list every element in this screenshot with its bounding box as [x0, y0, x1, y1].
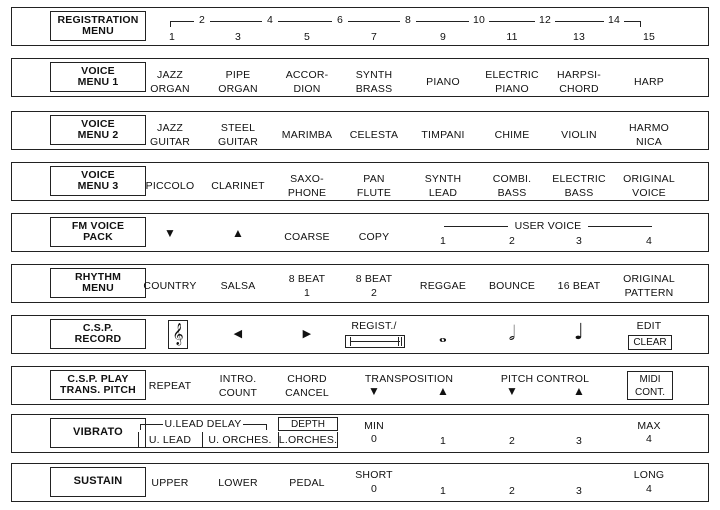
pitch-down-icon[interactable]: ▼	[505, 384, 519, 398]
vibrato-row	[11, 414, 709, 453]
voice-menu-3-row	[11, 162, 709, 201]
voice-item[interactable]: HARMO NICA	[628, 122, 670, 148]
registration-number[interactable]: 14	[604, 13, 624, 27]
voice-item[interactable]: PICCOLO	[145, 180, 195, 192]
right-arrow-icon[interactable]: ▶	[302, 328, 312, 340]
rhythm-item[interactable]: 8 BEAT 2	[355, 273, 393, 299]
sustain-number[interactable]: 4	[645, 483, 653, 495]
copy-button[interactable]: COPY	[358, 231, 390, 243]
sustain-number[interactable]: 3	[575, 485, 583, 497]
voice-item[interactable]: JAZZ GUITAR	[149, 122, 191, 148]
registration-number[interactable]: 12	[535, 13, 555, 27]
vibrato-number[interactable]: 3	[575, 435, 583, 447]
sustain-number[interactable]: 1	[439, 485, 447, 497]
voice-item[interactable]: CELESTA	[349, 129, 399, 141]
registration-number[interactable]: 4	[262, 13, 278, 27]
registration-number[interactable]: 7	[370, 31, 378, 43]
voice-item[interactable]: JAZZ ORGAN	[150, 69, 190, 95]
chord-cancel-button[interactable]: CHORD CANCEL	[285, 373, 329, 399]
voice-item[interactable]: ELECTRIC BASS	[552, 173, 606, 199]
registration-number[interactable]: 3	[234, 31, 242, 43]
transpose-down-icon[interactable]: ▼	[367, 384, 381, 398]
user-voice-number[interactable]: 1	[439, 235, 447, 247]
voice-item[interactable]: SAXO- PHONE	[287, 173, 327, 199]
sustain-upper[interactable]: UPPER	[151, 477, 189, 489]
divider	[640, 21, 641, 27]
min-label: MIN	[364, 420, 384, 432]
sustain-pedal[interactable]: PEDAL	[289, 477, 325, 489]
user-voice-number[interactable]: 2	[508, 235, 516, 247]
sustain-number[interactable]: 0	[370, 483, 378, 495]
voice-item[interactable]: ACCOR- DION	[285, 69, 329, 95]
voice-item[interactable]: STEEL GUITAR	[217, 122, 259, 148]
depth-label: DEPTH	[278, 417, 338, 431]
midi-cont-button[interactable]: MIDI CONT.	[627, 371, 673, 400]
vibrato-number[interactable]: 4	[645, 433, 653, 445]
rhythm-item[interactable]: ORIGINAL PATTERN	[623, 273, 675, 299]
registration-number[interactable]: 5	[303, 31, 311, 43]
vibrato-u-lead[interactable]: U. LEAD	[148, 434, 192, 446]
registration-number[interactable]: 2	[194, 13, 210, 27]
voice-menu-2-button[interactable]: VOICE MENU 2	[50, 115, 146, 145]
quarter-note-icon[interactable]: ♩	[573, 320, 585, 345]
max-label: MAX	[637, 420, 661, 432]
voice-item[interactable]: VIOLIN	[561, 129, 597, 141]
voice-item[interactable]: MARIMBA	[281, 129, 333, 141]
regist-bar-tick	[398, 337, 399, 346]
voice-item[interactable]: COMBI. BASS	[492, 173, 532, 199]
registration-menu-row	[11, 7, 709, 46]
transpose-up-icon[interactable]: ▲	[436, 384, 450, 398]
transposition-label: TRANSPOSITION	[364, 373, 454, 385]
rhythm-item[interactable]: 8 BEAT 1	[288, 273, 326, 299]
registration-number[interactable]: 10	[469, 13, 489, 27]
rhythm-menu-row	[11, 264, 709, 303]
voice-item[interactable]: ELECTRIC PIANO	[485, 69, 539, 95]
registration-menu-button[interactable]: REGISTRATION MENU	[50, 11, 146, 41]
rhythm-item[interactable]: 16 BEAT	[557, 280, 601, 292]
rhythm-menu-button[interactable]: RHYTHM MENU	[50, 268, 146, 298]
registration-number[interactable]: 11	[506, 31, 518, 43]
long-label: LONG	[633, 469, 665, 481]
csp-record-row	[11, 315, 709, 354]
vibrato-number[interactable]: 1	[439, 435, 447, 447]
registration-number[interactable]: 6	[332, 13, 348, 27]
up-arrow-icon[interactable]: ▲	[231, 226, 245, 240]
left-arrow-icon[interactable]: ◀	[233, 328, 243, 340]
ulead-delay-label: U.LEAD DELAY	[164, 418, 242, 430]
voice-menu-1-row	[11, 58, 709, 97]
rhythm-item[interactable]: REGGAE	[419, 280, 467, 292]
regist-bar-tick	[401, 337, 402, 346]
voice-item[interactable]: PIANO	[426, 76, 460, 88]
sustain-button[interactable]: SUSTAIN	[50, 467, 146, 497]
registration-number[interactable]: 15	[642, 31, 656, 43]
rhythm-item[interactable]: BOUNCE	[488, 280, 536, 292]
regist-label: REGIST./	[351, 320, 397, 332]
half-note-icon[interactable]: 𝅗𝅥	[508, 321, 516, 345]
vibrato-number[interactable]: 0	[370, 433, 378, 445]
regist-bar-line	[350, 341, 400, 342]
repeat-button[interactable]: REPEAT	[148, 380, 192, 392]
csp-play-button[interactable]: C.S.P. PLAY TRANS. PITCH	[50, 370, 146, 400]
sustain-number[interactable]: 2	[508, 485, 516, 497]
voice-item[interactable]: HARP	[634, 76, 664, 88]
sustain-lower[interactable]: LOWER	[218, 477, 258, 489]
vibrato-l-orches[interactable]: L.ORCHES.	[278, 434, 338, 446]
registration-number[interactable]: 9	[439, 31, 447, 43]
voice-item[interactable]: CLARINET	[211, 180, 265, 192]
intro-count-button[interactable]: INTRO. COUNT	[218, 373, 258, 399]
voice-item[interactable]: PAN FLUTE	[356, 173, 392, 199]
regist-bar[interactable]	[345, 335, 405, 348]
vibrato-button[interactable]: VIBRATO	[50, 418, 146, 448]
user-voice-label: USER VOICE	[508, 219, 588, 233]
edit-label: EDIT	[636, 320, 662, 332]
fm-voice-pack-row	[11, 213, 709, 252]
user-voice-number[interactable]: 3	[575, 235, 583, 247]
vibrato-number[interactable]: 2	[508, 435, 516, 447]
voice-item[interactable]: TIMPANI	[421, 129, 465, 141]
voice-menu-2-row	[11, 111, 709, 150]
clear-button[interactable]: CLEAR	[628, 335, 672, 350]
voice-item[interactable]: PIPE ORGAN	[218, 69, 258, 95]
down-arrow-icon[interactable]: ▼	[163, 226, 177, 240]
rhythm-item[interactable]: SALSA	[220, 280, 256, 292]
fm-voice-pack-button[interactable]: FM VOICE PACK	[50, 217, 146, 247]
regist-bar-tick	[350, 337, 351, 346]
registration-number[interactable]: 8	[400, 13, 416, 27]
pitch-up-icon[interactable]: ▲	[572, 384, 586, 398]
coarse-button[interactable]: COARSE	[284, 231, 330, 243]
registration-number[interactable]: 1	[168, 31, 176, 43]
csp-record-button[interactable]: C.S.P. RECORD	[50, 319, 146, 349]
voice-item[interactable]: ORIGINAL VOICE	[623, 173, 675, 199]
treble-clef-icon[interactable]: 𝄞	[168, 320, 188, 349]
short-label: SHORT	[355, 469, 393, 481]
sustain-row	[11, 463, 709, 502]
csp-play-row	[11, 366, 709, 405]
bracket	[266, 424, 267, 430]
voice-menu-3-button[interactable]: VOICE MENU 3	[50, 166, 146, 196]
voice-item[interactable]: HARPSI- CHORD	[557, 69, 601, 95]
pitch-control-label: PITCH CONTROL	[500, 373, 590, 385]
voice-item[interactable]: CHIME	[494, 129, 530, 141]
rhythm-item[interactable]: COUNTRY	[143, 280, 197, 292]
registration-number[interactable]: 13	[572, 31, 586, 43]
voice-item[interactable]: SYNTH LEAD	[424, 173, 462, 199]
user-voice-number[interactable]: 4	[645, 235, 653, 247]
vibrato-u-orches[interactable]: U. ORCHES.	[208, 434, 272, 446]
whole-note-icon[interactable]: 𝅝	[438, 323, 448, 347]
voice-item[interactable]: SYNTH BRASS	[355, 69, 393, 95]
voice-menu-1-button[interactable]: VOICE MENU 1	[50, 62, 146, 92]
